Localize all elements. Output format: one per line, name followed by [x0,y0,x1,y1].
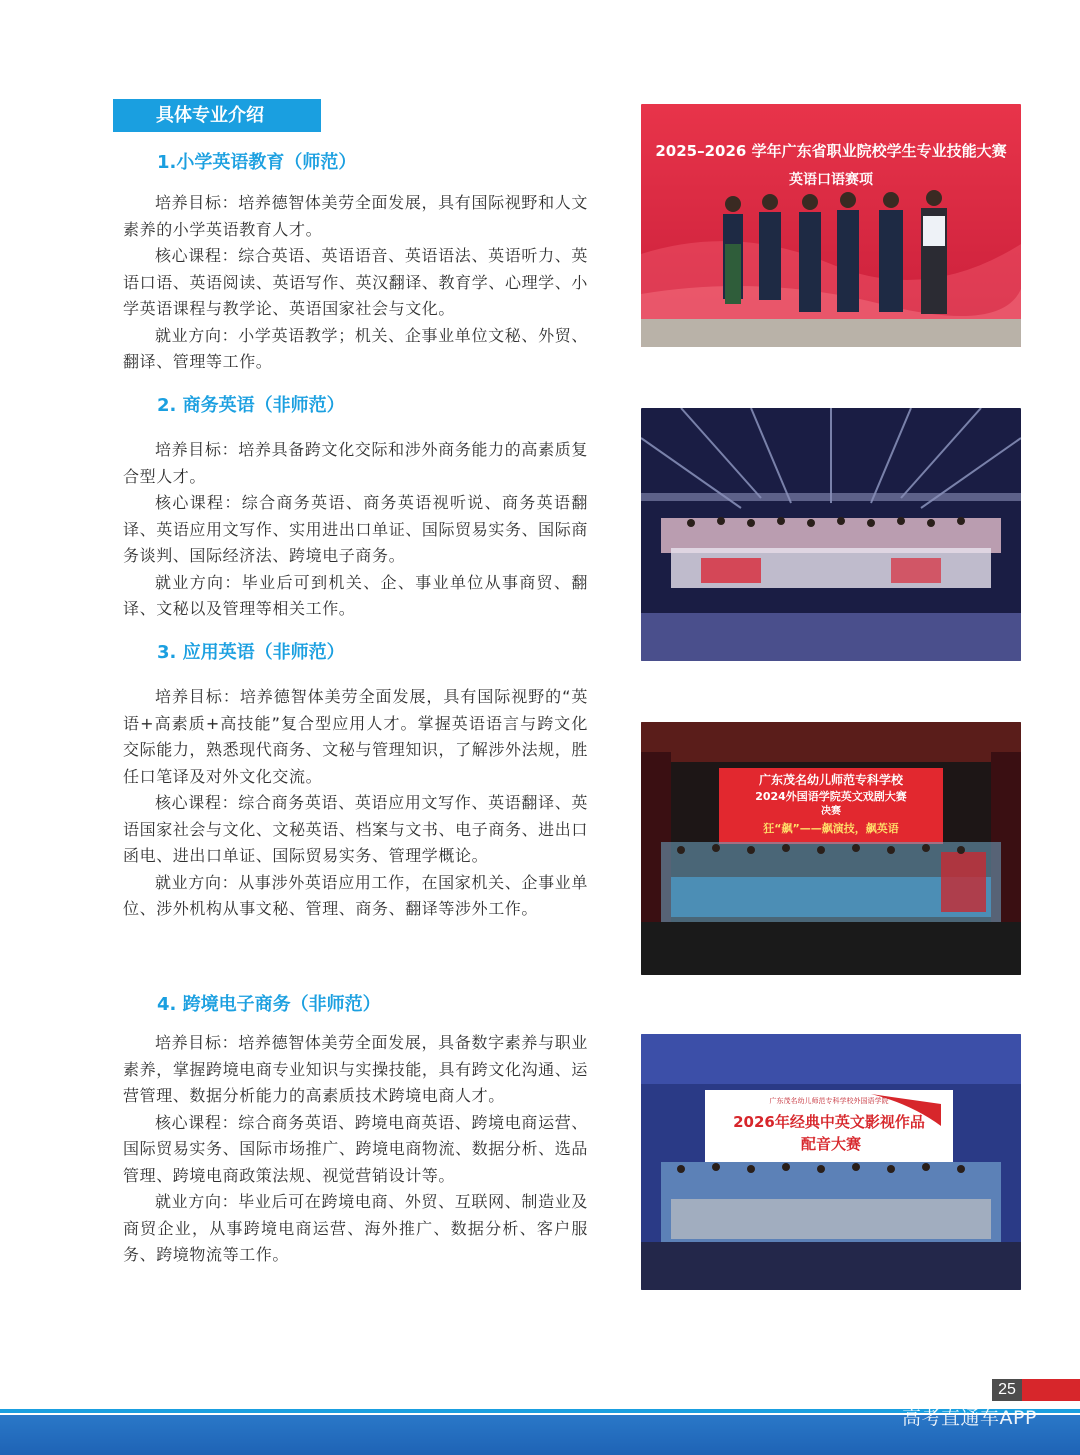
major-1-goal: 培养目标：培养德智体美劳全面发展，具有国际视野和人文素养的小学英语教育人才。 [123,193,588,239]
major-3-heading: 3. 应用英语（非师范） [157,642,345,663]
major-4-career: 就业方向：毕业后可在跨境电商、外贸、互联网、制造业及商贸企业，从事跨境电商运营、海外推广、数据分析、客户服务、跨境物流等工作。 [123,1192,588,1264]
major-3-goal: 培养目标：培养德智体美劳全面发展，具有国际视野的“英语+高素质+高技能”复合型应用人才。掌握英语语言与跨文化交际能力，熟悉现代商务、文秘与管理知识，了解涉外法规，胜任口笔译及对外文化交流。 [123,687,588,786]
major-2-courses: 核心课程：综合商务英语、商务英语视听说、商务英语翻译、英语应用文写作、实用进出口单证、国际贸易实务、国际商务谈判、国际经济法、跨境电子商务。 [123,493,588,565]
major-2-heading: 2. 商务英语（非师范） [157,395,345,416]
major-2-career: 就业方向：毕业后可到机关、企、事业单位从事商贸、翻译、文秘以及管理等相关工作。 [123,572,588,618]
major-1-career: 就业方向：小学英语教学；机关、企事业单位文秘、外贸、翻译、管理等工作。 [123,325,588,371]
major-3-career: 就业方向：从事涉外英语应用工作，在国家机关、企事业单位、涉外机构从事文秘、管理、商务、翻译等涉外工作。 [123,872,588,918]
major-1-courses: 核心课程：综合英语、英语语音、英语语法、英语听力、英语口语、英语阅读、英语写作、英汉翻译、教育学、心理学、小学英语课程与教学论、英语国家社会与文化。 [123,246,588,318]
page-number-accent [1022,1379,1080,1401]
major-4-courses: 核心课程：综合商务英语、跨境电商英语、跨境电商运营、国际贸易实务、国际市场推广、跨境电商物流、数据分析、选品管理、跨境电商政策法规、视觉营销设计等。 [123,1112,588,1185]
major-2-goal: 培养目标：培养具备跨文化交际和涉外商务能力的高素质复合型人才。 [123,440,588,486]
photo-3-banner-line3: 决赛 [821,806,841,817]
photo-3-banner-line4: 狂“飙”——飙演技，飙英语 [763,822,899,835]
photo-1-banner-line1: 2025–2026 学年广东省职业院校学生专业技能大赛 [655,142,1007,160]
photo-drama-contest [641,722,1021,975]
photo-3-banner-line1: 广东茂名幼儿师范专科学校 [758,773,904,787]
watermark: 高考直通车APP [902,1407,1037,1429]
photo-oral-contest [641,104,1021,347]
photo-1-banner-line2: 英语口语赛项 [789,172,873,188]
photo-4-banner-line2: 配音大赛 [800,1135,862,1153]
major-4-goal: 培养目标：培养德智体美劳全面发展，具备数字素养与职业素养，掌握跨境电商专业知识与实操技能，具有跨文化沟通、运营管理、数据分析能力的高素质技术跨境电商人才。 [123,1033,588,1105]
major-3-courses: 核心课程：综合商务英语、英语应用文写作、英语翻译、英语国家社会与文化、文秘英语、档案与文书、电子商务、进出口函电、进出口单证、国际贸易实务、管理学概论。 [123,793,588,865]
major-1-heading: 1.小学英语教育（师范） [157,152,357,173]
photo-dubbing-contest [641,1034,1021,1290]
page-number: 25 [992,1379,1022,1401]
photo-4-banner-line1: 2026年经典中英文影视作品 [733,1113,925,1131]
major-4 [123,992,588,1269]
major-2 [123,393,588,623]
photo-3-banner-line2: 2024外国语学院英文戏剧大赛 [755,790,907,803]
major-3 [123,640,588,923]
section-title: 具体专业介绍 [113,99,321,132]
major-4-heading: 4. 跨境电子商务（非师范） [157,994,381,1015]
major-1 [123,150,588,376]
photo-stage-group [641,408,1021,661]
photo-4-banner-line0: 广东茂名幼儿师范专科学校外国语学院 [769,1097,889,1105]
